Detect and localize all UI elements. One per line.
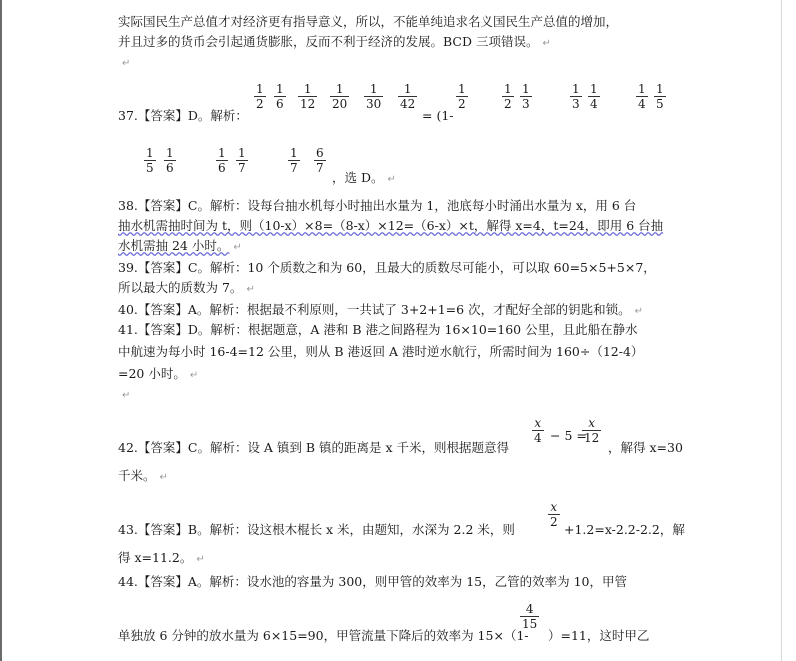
fraction: $\frac{1}{42}$ bbox=[400, 82, 416, 111]
fraction: $\frac{1}{12}$ bbox=[300, 82, 316, 111]
text-line: 实际国民生产总值才对经济更有指导意义，所以，不能单纯追求名义国民生产总值的增加， bbox=[118, 14, 619, 29]
q43-line: 得 x=11.2。 ↵ bbox=[118, 550, 205, 565]
fraction: $\frac{1}{30}$ bbox=[366, 82, 382, 111]
text-line: 并且过多的货币会引起通货膨胀，反而不利于经济的发展。BCD 三项错误。 ↵ bbox=[118, 34, 551, 49]
fraction: $\frac{1}{2}$ bbox=[458, 82, 466, 111]
fraction: $\frac{1}{5}$ bbox=[656, 82, 664, 111]
q41-line: =20 小时。 ↵ bbox=[118, 366, 199, 381]
fraction: $\frac{1}{6}$ bbox=[166, 146, 174, 175]
q43-eq: +1.2=x-2.2-2.2，解 bbox=[564, 522, 685, 537]
fraction: $\frac{1}{7}$ bbox=[238, 146, 246, 175]
q42-line: 千米。 ↵ bbox=[118, 468, 168, 483]
fraction: $\frac{1}{6}$ bbox=[276, 82, 284, 111]
q43-line: 43.【答案】B。解析：设这根木棍长 x 米，由题知，水深为 2.2 米，则 bbox=[118, 522, 515, 537]
q42-answer: ，解得 x=30 bbox=[608, 440, 683, 455]
fraction: $\frac{1}{6}$ bbox=[218, 146, 226, 175]
q42-eq: − 5 = bbox=[550, 428, 587, 443]
q41-line: 中航速为每小时 16-4=12 公里，则从 B 港返回 A 港时逆水航行，所需时间为 160÷（12-4） bbox=[118, 344, 644, 359]
page-right-edge bbox=[781, 0, 782, 661]
q39-line: 所以最大的质数为 7。 ↵ bbox=[118, 280, 255, 295]
q37-line: 37.【答案】D。解析： bbox=[118, 108, 248, 123]
q37-eq: = (1- bbox=[422, 108, 454, 123]
fraction: $\frac{1}{3}$ bbox=[522, 82, 530, 111]
q44-line: 单独放 6 分钟的放水量为 6×15=90，甲管流量下降后的效率为 15×（1- bbox=[118, 628, 529, 643]
fraction: $\frac{1}{4}$ bbox=[590, 82, 598, 111]
fraction: $\frac{4}{15}$ bbox=[522, 602, 538, 631]
q39-line: 39.【答案】C。解析：10 个质数之和为 60，且最大的质数尽可能小，可以取 60=5×5+5×7， bbox=[118, 260, 656, 275]
paragraph-mark: ↵ bbox=[122, 58, 131, 69]
paragraph-mark: ↵ bbox=[122, 390, 131, 401]
q38-line: 水机需抽 24 小时。 ↵ bbox=[118, 238, 242, 253]
fraction: $\frac{x}{12}$ bbox=[584, 416, 600, 445]
fraction: $\frac{1}{3}$ bbox=[572, 82, 580, 111]
q38-line: 抽水机需抽时间为 t，则（10-x）×8=（8-x）×12=（6-x）×t，解得 x=4，t=24，即用 6 台抽 bbox=[118, 218, 664, 233]
fraction: $\frac{1}{5}$ bbox=[146, 146, 154, 175]
q38-line: 38.【答案】C。解析：设每台抽水机每小时抽出水量为 1，池底每小时涌出水量为 x，用 6 台 bbox=[118, 198, 637, 213]
fraction: $\frac{1}{7}$ bbox=[290, 146, 298, 175]
q37-answer: ，选 D。 ↵ bbox=[332, 170, 396, 185]
q44-line: 44.【答案】A。解析：设水池的容量为 300，则甲管的效率为 15，乙管的效率为 10，甲管 bbox=[118, 574, 627, 589]
q41-line: 41.【答案】D。解析：根据题意，A 港和 B 港之间路程为 16×10=160 公里，且此船在静水 bbox=[118, 322, 638, 337]
q42-line: 42.【答案】C。解析：设 A 镇到 B 镇的距离是 x 千米，则根据题意得 bbox=[118, 440, 510, 455]
q40-line: 40.【答案】A。解析：根据最不利原则，一共试了 3+2+1=6 次，才配好全部的钥匙和锁。 ↵ bbox=[118, 302, 643, 317]
fraction: $\frac{x}{2}$ bbox=[550, 500, 558, 529]
q44-line-end: ）=11，这时甲乙 bbox=[548, 628, 650, 643]
fraction: $\frac{1}{20}$ bbox=[332, 82, 348, 111]
fraction: $\frac{1}{2}$ bbox=[504, 82, 512, 111]
fraction: $\frac{6}{7}$ bbox=[316, 146, 324, 175]
page-left-border bbox=[0, 0, 2, 661]
fraction: $\frac{1}{4}$ bbox=[638, 82, 646, 111]
fraction: $\frac{1}{2}$ bbox=[256, 82, 264, 111]
fraction: $\frac{x}{4}$ bbox=[534, 416, 542, 445]
